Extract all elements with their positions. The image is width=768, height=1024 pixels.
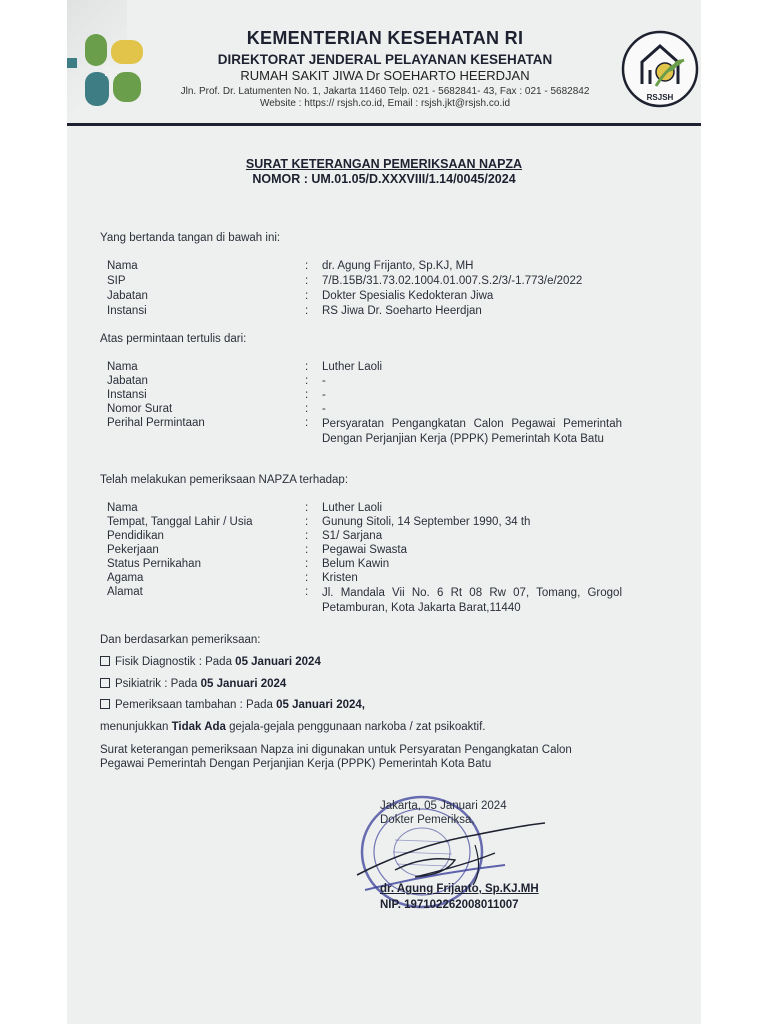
field-value: Pegawai Swasta xyxy=(322,544,408,556)
field-label: Pendidikan xyxy=(107,530,164,542)
field-value: S1/ Sarjana xyxy=(322,530,383,542)
field-value: Persyaratan Pengangkatan Calon Pegawai Pemerintah Dengan Perjanjian Kerja (PPPK) Pemerintah Kota Batu xyxy=(322,418,622,445)
field-label: Nama xyxy=(107,502,138,514)
field-colon: : xyxy=(305,417,309,429)
hospital-website: Website : https:// rsjsh.co.id, Email : rsjsh.jkt@rsjsh.co.id xyxy=(259,98,511,109)
signature-place-date: Jakarta, 05 Januari 2024 xyxy=(380,800,507,812)
document-number: NOMOR : UM.01.05/D.XXXVIII/1.14/0045/2024 xyxy=(252,172,516,186)
header-divider xyxy=(67,123,701,126)
result-statement xyxy=(100,721,486,733)
exam-date: 05 Januari 2024, xyxy=(276,699,365,711)
field-colon: : xyxy=(305,502,309,514)
purpose-line-1: Surat keterangan pemeriksaan Napza ini digunakan untuk Persyaratan Pengangkatan Calon xyxy=(100,744,572,756)
field-value: dr. Agung Frijanto, Sp.KJ, MH xyxy=(322,260,474,272)
field-value: - xyxy=(322,403,326,415)
checkbox-icon xyxy=(100,678,110,688)
result-prefix: menunjukkan xyxy=(100,721,172,733)
field-colon: : xyxy=(305,586,309,598)
signature-role: Dokter Pemeriksa, xyxy=(380,814,475,826)
purpose-line-2: Pegawai Pemerintah Dengan Perjanjian Kerja (PPPK) Pemerintah Kota Batu xyxy=(100,758,492,770)
field-value: - xyxy=(322,389,326,401)
field-colon: : xyxy=(305,544,309,556)
field-value: Luther Laoli xyxy=(322,502,383,514)
field-colon: : xyxy=(305,558,309,570)
field-colon: : xyxy=(305,389,309,401)
hospital-address: Jln. Prof. Dr. Latumenten No. 1, Jakarta 11460 Telp. 021 - 5682841- 43, Fax : 021 - 5682842 xyxy=(180,86,590,97)
field-label: Jabatan xyxy=(107,375,148,387)
exam-date: 05 Januari 2024 xyxy=(200,678,287,690)
exam-item xyxy=(100,678,286,690)
document-title: SURAT KETERANGAN PEMERIKSAAN NAPZA xyxy=(245,157,523,171)
field-label: Nomor Surat xyxy=(107,403,173,415)
field-label: Alamat xyxy=(107,586,143,598)
field-value: Gunung Sitoli, 14 September 1990, 34 th xyxy=(322,516,531,528)
field-value: 7/B.15B/31.73.02.1004.01.007.S.2/3/-1.773/e/2022 xyxy=(322,275,583,287)
ministry-name: KEMENTERIAN KESEHATAN RI xyxy=(246,28,524,48)
field-colon: : xyxy=(305,375,309,387)
exam-item xyxy=(100,699,365,711)
field-label: Pekerjaan xyxy=(107,544,159,556)
field-colon: : xyxy=(305,530,309,542)
signatory-intro: Yang bertanda tangan di bawah ini: xyxy=(100,232,281,244)
field-label: Status Pernikahan xyxy=(107,558,201,570)
field-label: Instansi xyxy=(107,389,147,401)
seal-text: RSJSH xyxy=(646,93,674,102)
field-label: Agama xyxy=(107,572,144,584)
examinee-intro: Telah melakukan pemeriksaan NAPZA terhadap: xyxy=(100,474,349,486)
field-label: Instansi xyxy=(107,305,147,317)
field-colon: : xyxy=(305,275,309,287)
field-label: Perihal Permintaan xyxy=(107,417,205,429)
result-emphasis: Tidak Ada xyxy=(171,721,226,733)
checkbox-icon xyxy=(100,656,110,666)
field-colon: : xyxy=(305,290,309,302)
field-value: - xyxy=(322,375,326,387)
exam-label: Pemeriksaan tambahan : Pada xyxy=(115,699,277,711)
signer-name: dr. Agung Frijanto, Sp.KJ.MH xyxy=(380,883,539,895)
directorate-name: DIREKTORAT JENDERAL PELAYANAN KESEHATAN xyxy=(217,52,553,67)
field-label: Tempat, Tanggal Lahir / Usia xyxy=(107,516,253,528)
field-value: RS Jiwa Dr. Soeharto Heerdjan xyxy=(322,305,482,317)
field-colon: : xyxy=(305,260,309,272)
field-colon: : xyxy=(305,305,309,317)
exam-label: Psikiatrik : Pada xyxy=(115,678,201,690)
exam-date: 05 Januari 2024 xyxy=(235,656,321,668)
signer-nip: NIP. 197102262008011007 xyxy=(380,899,519,911)
field-colon: : xyxy=(305,403,309,415)
field-colon: : xyxy=(305,516,309,528)
field-value: Dokter Spesialis Kedokteran Jiwa xyxy=(322,290,494,302)
exams-intro: Dan berdasarkan pemeriksaan: xyxy=(100,634,261,646)
field-value: Jl. Mandala Vii No. 6 Rt 08 Rw 07, Tomang, Grogol Petamburan, Kota Jakarta Barat,11440 xyxy=(322,587,622,614)
rsjsh-logo-icon xyxy=(620,26,700,112)
field-value: Belum Kawin xyxy=(322,558,390,570)
exam-label: Fisik Diagnostik : Pada xyxy=(115,656,236,668)
field-colon: : xyxy=(305,361,309,373)
kemenkes-logo-icon xyxy=(67,28,147,112)
exam-item xyxy=(100,656,321,668)
hospital-name: RUMAH SAKIT JIWA Dr SOEHARTO HEERDJAN xyxy=(240,68,530,83)
field-label: Jabatan xyxy=(107,290,148,302)
letterhead xyxy=(150,28,620,109)
field-label: SIP xyxy=(107,275,126,287)
field-label: Nama xyxy=(107,361,138,373)
field-value: Luther Laoli xyxy=(322,361,383,373)
result-suffix: gejala-gejala penggunaan narkoba / zat psikoaktif. xyxy=(225,721,486,733)
field-value: Kristen xyxy=(322,572,358,584)
requester-intro: Atas permintaan tertulis dari: xyxy=(100,333,247,345)
field-label: Nama xyxy=(107,260,138,272)
checkbox-icon xyxy=(100,699,110,709)
field-colon: : xyxy=(305,572,309,584)
